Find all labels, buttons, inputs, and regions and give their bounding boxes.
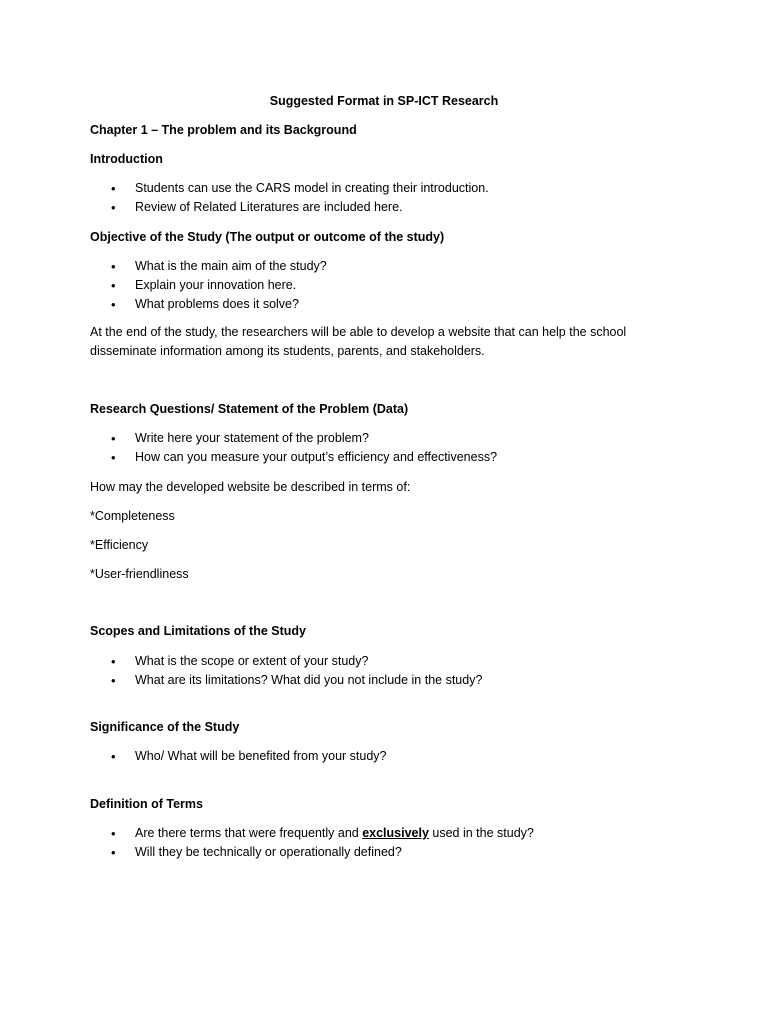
definition-heading: Definition of Terms — [90, 797, 203, 811]
emphasized-word: exclusively — [362, 826, 429, 840]
list-item: • Write here your statement of the problem? — [90, 429, 640, 448]
document-title: Suggested Format in SP-ICT Research — [269, 94, 499, 108]
list-item: • What problems does it solve? — [90, 295, 640, 314]
criteria-item: *User-friendliness — [90, 567, 189, 581]
introduction-list — [90, 179, 640, 217]
scopes-heading: Scopes and Limitations of the Study — [90, 624, 306, 638]
criteria-item: *Efficiency — [90, 538, 149, 552]
objective-paragraph: At the end of the study, the researchers will be able to develop a website that can help the school disseminate information among its students, parents, and stakeholders. — [90, 325, 627, 358]
significance-heading: Significance of the Study — [90, 720, 240, 734]
definition-list — [90, 824, 640, 862]
research-questions-heading: Research Questions/ Statement of the Problem (Data) — [90, 402, 409, 416]
list-item: • What is the main aim of the study? — [90, 257, 640, 276]
list-item: • What is the scope or extent of your study? — [90, 652, 640, 671]
research-questions-lead: How may the developed website be described in terms of: — [90, 480, 411, 494]
research-questions-list — [90, 429, 640, 467]
list-item: • Explain your innovation here. — [90, 276, 640, 295]
objective-list — [90, 257, 640, 314]
scopes-list — [90, 652, 640, 690]
list-item: • Who/ What will be benefited from your study? — [90, 747, 640, 766]
chapter-heading: Chapter 1 – The problem and its Background — [90, 123, 357, 137]
list-item: • How can you measure your output’s efficiency and effectiveness? — [90, 448, 640, 467]
text-segment: used in the study? — [428, 826, 534, 840]
list-item: • Students can use the CARS model in creating their introduction. — [90, 179, 640, 198]
introduction-heading: Introduction — [90, 152, 163, 166]
text-segment: Are there terms that were frequently and — [135, 826, 363, 840]
list-item: • Review of Related Literatures are included here. — [90, 198, 640, 217]
list-item: • What are its limitations? What did you not include in the study? — [90, 671, 640, 690]
list-item — [90, 824, 640, 843]
list-item: • Will they be technically or operationally defined? — [90, 843, 640, 862]
significance-list — [90, 747, 640, 766]
objective-heading: Objective of the Study (The output or outcome of the study) — [90, 230, 445, 244]
criteria-item: *Completeness — [90, 509, 175, 523]
